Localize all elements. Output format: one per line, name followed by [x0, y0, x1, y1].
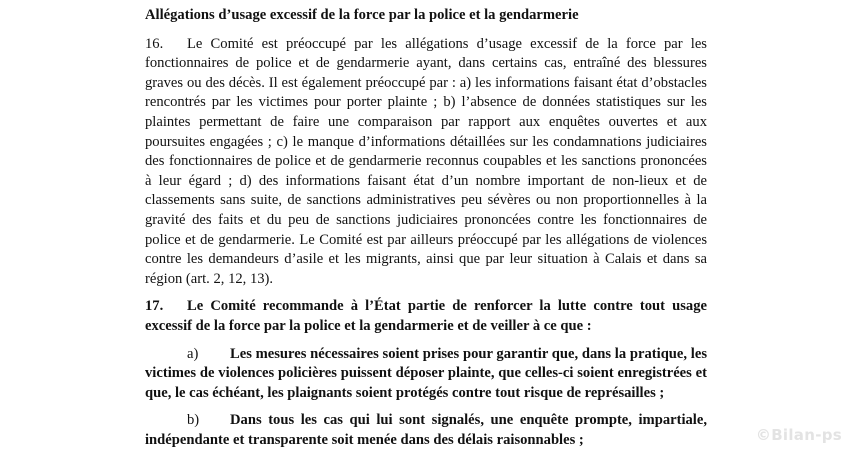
- subitem-b: [145, 411, 707, 450]
- section-heading: Allégations d’usage excessif de la force par la police et la gendarmerie: [145, 7, 579, 23]
- paragraph-16-number: 16.: [145, 35, 164, 52]
- subitem-a: [145, 345, 707, 404]
- document-body: [145, 6, 707, 458]
- subitem-b-text: Dans tous les cas qui lui sont signalés, une enquête prompte, impartiale, indépendante et transparente soit menée dans des délais raisonnables ;: [145, 412, 707, 448]
- paragraph-17: [145, 297, 707, 336]
- paragraph-16-text: Le Comité est préoccupé par les allégations d’usage excessif de la force par les fonctionnaires de police et de gendarmerie ayant, dans certains cas, entraîné des blessures graves ou des décès. Il est également préoccupé par : a) les informations faisant état d’obstacles rencontrés par les victimes pour porter plainte ; b) l’absence de données statistiques sur les plaintes permettant de faire une comparaison par rapport aux enquêtes ouvertes et aux poursuites engagées ; c) le manque d’informations détaillées sur les condamnations judiciaires des fonctionnaires de police et de gendarmerie reconnus coupables et les sanctions prononcées à leur égard ; d) des informations faisant état d’un nombre important de non-lieux et de classements sans suite, de sanctions administratives peu sévères ou non proportionnelles à la gravité des faits et du peu de sanctions judiciaires prononcées contre les fonctionnaires de police et de gendarmerie. Le Comité est par ailleurs préoccupé par les allégations de violences contre les demandeurs d’asile et les migrants, ainsi que par leur situation à Calais et dans sa région (art. 2, 12, 13).: [145, 35, 707, 287]
- paragraph-17-text: Le Comité recommande à l’État partie de renforcer la lutte contre tout usage excessif de la force par la police et la gendarmerie et de veiller à ce que :: [145, 298, 707, 334]
- paragraph-16: [145, 35, 707, 290]
- watermark: ©Bilan-ps: [755, 426, 842, 444]
- subitem-b-label: b): [187, 412, 200, 429]
- subitem-a-text: Les mesures nécessaires soient prises pour garantir que, dans la pratique, les victimes de violences policières puissent déposer plainte, que celles-ci soient enregistrées et que, le cas échéant, les plaignants soient protégés contre tout risque de représailles ;: [145, 345, 707, 401]
- paragraph-17-number: 17.: [145, 298, 164, 315]
- subitem-a-label: a): [187, 345, 199, 362]
